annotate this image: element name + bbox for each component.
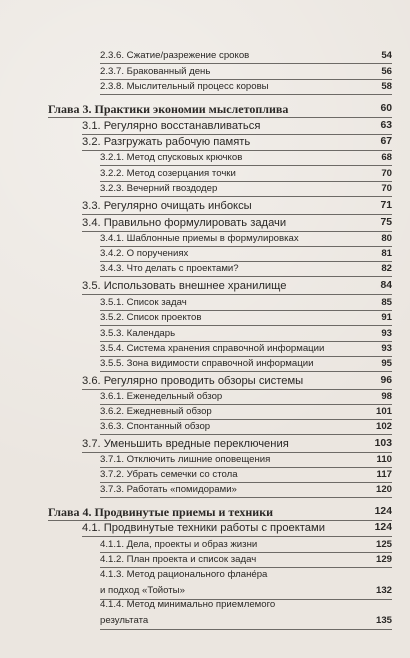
toc-entry-title: 4.1. Продвинутые техники работы с проектами xyxy=(82,522,325,534)
toc-entry-title: 3.1. Регулярно восстанавливаться xyxy=(82,120,261,132)
toc-page-number: 132 xyxy=(375,585,392,596)
toc-page-number: 82 xyxy=(381,263,392,274)
toc-divider xyxy=(100,94,392,95)
toc-page-number: 125 xyxy=(375,539,392,550)
toc-page-number: 124 xyxy=(374,522,392,533)
toc-row xyxy=(0,119,410,133)
toc-page-number: 110 xyxy=(376,454,392,465)
toc-entry-title: 3.6.1. Еженедельный обзор xyxy=(100,391,223,402)
toc-row xyxy=(0,420,410,434)
toc-entry-title: 3.3. Регулярно очищать инбоксы xyxy=(82,200,252,212)
toc-entry-title: 3.4.1. Шаблонные приемы в формулировках xyxy=(100,233,299,244)
toc-entry-title: 4.1.4. Метод минимально приемлемого xyxy=(100,599,276,610)
toc-entry-title: 3.5. Использовать внешнее хранилище xyxy=(82,280,287,292)
toc-divider xyxy=(100,497,392,498)
toc-row xyxy=(0,216,410,230)
toc-row xyxy=(0,390,410,404)
toc-divider xyxy=(100,325,392,326)
toc-entry-title: 2.3.8. Мыслительный процесс коровы xyxy=(100,81,269,92)
toc-row xyxy=(0,65,410,79)
toc-row xyxy=(0,553,410,567)
toc-divider xyxy=(100,629,392,630)
toc-row xyxy=(0,311,410,325)
toc-entry-title: 4.1.2. План проекта и список задач xyxy=(100,554,257,565)
toc-row xyxy=(0,135,410,149)
toc-page-number: 117 xyxy=(376,469,392,480)
toc-entry-title: 3.6.3. Спонтанный обзор xyxy=(100,421,211,432)
toc-entry-title: 3.4. Правильно формулировать задачи xyxy=(82,217,287,229)
toc-page-number: 67 xyxy=(380,136,392,147)
toc-page-number: 75 xyxy=(380,217,392,228)
toc-page-number: 60 xyxy=(380,103,392,114)
toc-chapter-row xyxy=(0,102,410,116)
toc-entry-title: 3.6. Регулярно проводить обзоры системы xyxy=(82,375,304,387)
toc-page-number: 70 xyxy=(381,183,392,194)
toc-page-number: 85 xyxy=(381,297,392,308)
toc-row xyxy=(0,327,410,341)
toc-divider xyxy=(100,196,392,197)
toc-page-number: 80 xyxy=(381,233,392,244)
toc-row xyxy=(0,182,410,196)
toc-divider xyxy=(100,165,392,166)
toc-row xyxy=(0,568,410,582)
toc-row xyxy=(0,453,410,467)
toc-entry-title: 3.5.3. Календарь xyxy=(100,328,176,339)
toc-entry-title: 3.5.5. Зона видимости справочной информации xyxy=(100,358,314,369)
toc-page-number: 84 xyxy=(380,280,392,291)
toc-divider xyxy=(82,536,392,537)
toc-page-number: 129 xyxy=(375,554,392,565)
toc-page-number: 101 xyxy=(375,406,392,417)
toc-row xyxy=(0,167,410,181)
toc-row xyxy=(0,374,410,388)
toc-row xyxy=(0,521,410,535)
toc-entry-title: 3.7.2. Убрать семечки со стола xyxy=(100,469,238,480)
toc-row xyxy=(0,151,410,165)
toc-entry-title: 3.4.2. О поручениях xyxy=(100,248,189,259)
toc-entry-title: 3.2.3. Вечерний гвоздодер xyxy=(100,183,218,194)
toc-entry-title: 3.5.1. Список задач xyxy=(100,297,187,308)
toc-row xyxy=(0,262,410,276)
toc-entry-title: 3.7.3. Работать «помидорами» xyxy=(100,484,237,495)
toc-entry-title-continuation: и подход «Тойоты» xyxy=(100,585,185,596)
toc-entry-title: 4.1.1. Дела, проекты и образ жизни xyxy=(100,539,258,550)
toc-divider xyxy=(100,63,392,64)
toc-page-number: 102 xyxy=(375,421,392,432)
toc-row-continuation xyxy=(0,614,410,628)
toc-row xyxy=(0,357,410,371)
toc-row xyxy=(0,232,410,246)
toc-entry-title: 2.3.6. Сжатие/разрежение сроков xyxy=(100,50,250,61)
toc-entry-title: 3.7. Уменьшить вредные переключения xyxy=(82,438,289,450)
toc-entry-title: 3.6.2. Ежедневный обзор xyxy=(100,406,212,417)
toc-page-number: 71 xyxy=(380,200,392,211)
toc-page-number: 120 xyxy=(375,484,392,495)
toc-page-number: 58 xyxy=(381,81,392,92)
toc-entry-title: Глава 4. Продвинутые приемы и техники xyxy=(48,505,274,519)
toc-page-number: 93 xyxy=(381,328,392,339)
toc-entry-title: Глава 3. Практики экономии мыслетоплива xyxy=(48,102,289,116)
toc-page-number: 70 xyxy=(381,168,392,179)
toc-row xyxy=(0,538,410,552)
toc-page-number: 95 xyxy=(381,358,392,369)
toc-entry-title: 3.5.2. Список проектов xyxy=(100,312,202,323)
toc-page-number: 124 xyxy=(374,506,392,517)
toc-row xyxy=(0,468,410,482)
toc-divider xyxy=(82,214,392,215)
toc-row xyxy=(0,598,410,612)
toc-row xyxy=(0,405,410,419)
toc-page-number: 81 xyxy=(381,248,392,259)
toc-chapter-row xyxy=(0,505,410,519)
toc-entry-title: 3.5.4. Система хранения справочной информации xyxy=(100,343,325,354)
toc-entry-title-continuation: результата xyxy=(100,615,149,626)
toc-row xyxy=(0,80,410,94)
toc-entry-title: 3.2. Разгружать рабочую память xyxy=(82,136,251,148)
toc-divider xyxy=(82,294,392,295)
toc-row xyxy=(0,296,410,310)
toc-page-number: 68 xyxy=(381,152,392,163)
toc-page-number: 63 xyxy=(380,120,392,131)
toc-entry-title: 3.7.1. Отключить лишние оповещения xyxy=(100,454,271,465)
toc-page-number: 98 xyxy=(381,391,392,402)
toc-divider xyxy=(100,434,392,435)
toc-entry-title: 2.3.7. Бракованный день xyxy=(100,66,211,77)
toc-page-number: 91 xyxy=(381,312,392,323)
toc-page-number: 93 xyxy=(381,343,392,354)
toc-page-number: 56 xyxy=(381,66,392,77)
toc-row xyxy=(0,49,410,63)
toc-entry-title: 3.4.3. Что делать с проектами? xyxy=(100,263,239,274)
toc-divider xyxy=(100,371,392,372)
toc-page-number: 96 xyxy=(380,375,392,386)
toc-page-number: 54 xyxy=(381,50,392,61)
toc-page-number: 103 xyxy=(374,438,392,449)
toc-page-number: 135 xyxy=(375,615,392,626)
toc-row-continuation xyxy=(0,584,410,598)
toc-row xyxy=(0,247,410,261)
toc-divider xyxy=(100,276,392,277)
toc-row xyxy=(0,437,410,451)
toc-row xyxy=(0,483,410,497)
toc-row xyxy=(0,199,410,213)
toc-divider xyxy=(48,117,392,118)
toc-entry-title: 3.2.2. Метод созерцания точки xyxy=(100,168,236,179)
toc-entry-title: 3.2.1. Метод спусковых крючков xyxy=(100,152,243,163)
toc-row xyxy=(0,342,410,356)
toc-entry-title: 4.1.3. Метод рационального флане́ра xyxy=(100,569,268,580)
toc-row xyxy=(0,279,410,293)
